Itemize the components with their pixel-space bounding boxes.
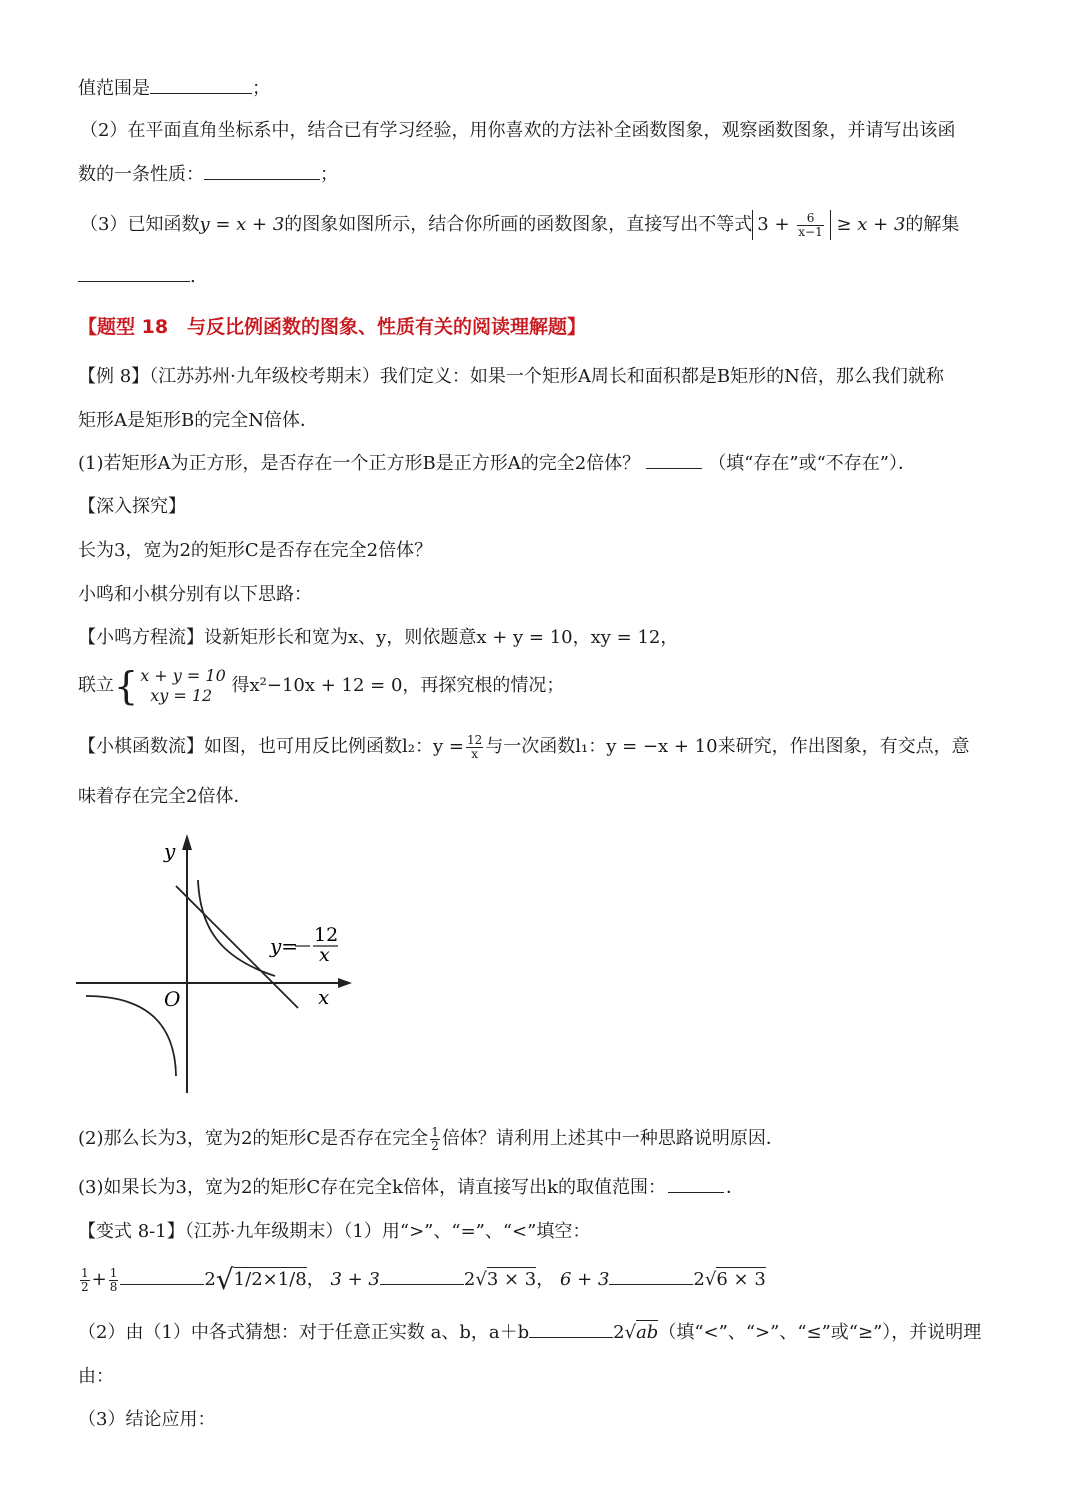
answer-blank[interactable] (78, 267, 190, 282)
curve-label-denominator: x (319, 944, 330, 966)
absolute-value-expression: 3 + $\frac{6}{x-1}$ (752, 210, 830, 240)
answer-blank[interactable] (609, 1270, 693, 1285)
answer-blank[interactable] (646, 454, 702, 469)
variant-question-2: （2）由（1）中各式猜想：对于任意正实数 a、b，a＋b 2√ab（填“<”、“>”、“≤”或“≥”），并说明理 (78, 1322, 982, 1343)
x-axis-arrow (338, 978, 352, 988)
text-line: 值范围是 ； (78, 78, 270, 99)
explore-question: 长为3，宽为2的矩形C是否存在完全2倍体？ (78, 540, 433, 561)
hyperbola-branch-3 (86, 996, 176, 1076)
y-axis-label: y (164, 839, 176, 863)
question-3: (3)如果长为3，宽为2的矩形C存在完全k倍体，请直接写出k的取值范围： ． (78, 1177, 744, 1198)
question-3-line: （3）已知函数y = x + 3的图象如图所示，结合你所画的函数图象，直接写出不等式 3 + $\frac{6}{x-1}$ ≥ x + 3的解集 (80, 210, 960, 239)
function-graph (70, 828, 360, 1098)
variant-title: 【变式 8-1】（江苏·九年级期末）（1）用“>”、“=”、“<”填空： (78, 1221, 591, 1242)
example-line-1: 【例 8】（江苏苏州·九年级校考期末）我们定义：如果一个矩形A周长和面积都是B矩形的N倍，那么我们就称 (78, 366, 944, 387)
answer-blank[interactable] (150, 79, 252, 94)
question-3-line-2: . (78, 264, 196, 290)
comparison-line: $\frac{1}{2}$ + $\frac{1}{8}$ 2√1/2×1/8， 3 + 3 2√3 × 3， 6 + 3 2√6 × 3 (81, 1263, 766, 1296)
equation-system-line: 联立{ x + y = 10 xy = 12 得x²−10x + 12 = 0，再探究根的情况； (78, 664, 565, 708)
explore-title: 【深入探究】 (78, 496, 186, 517)
question-2-line-2: 数的一条性质： ； (78, 164, 338, 185)
y-axis-arrow (182, 834, 192, 850)
variant-question-2-line-2: 由： (78, 1366, 114, 1387)
question-2-line: （2）在平面直角坐标系中，结合已有学习经验，用你喜欢的方法补全函数图象，观察函数图象，并请写出该函 (80, 120, 956, 141)
answer-blank[interactable] (204, 165, 320, 180)
variant-question-3: （3）结论应用： (78, 1409, 216, 1430)
sqrt-expression-1: 1/2×1/8 (233, 1269, 307, 1290)
answer-blank[interactable] (380, 1270, 464, 1285)
answer-blank[interactable] (668, 1178, 724, 1193)
curve-label-numerator: 12 (314, 924, 339, 946)
section-heading: 【题型 18 与反比例函数的图象、性质有关的阅读理解题】 (78, 316, 587, 338)
xiaoming-method: 【小鸣方程流】设新矩形长和宽为x、y，则依题意x + y = 10，xy = 12， (78, 627, 679, 648)
curve-label: y= (270, 934, 299, 958)
example-line-2: 矩形A是矩形B的完全N倍体． (78, 410, 318, 431)
question-2: (2)那么长为3，宽为2的矩形C是否存在完全 $\frac{1}{2}$ 倍体？请利用上述其中一种思路说明原因． (78, 1124, 784, 1153)
answer-blank[interactable] (529, 1323, 613, 1338)
answer-blank[interactable] (120, 1270, 204, 1285)
xiaoqi-method-line-2: 味着存在完全2倍体． (78, 786, 252, 807)
hyperbola-branch-1 (198, 880, 275, 976)
origin-label: O (164, 987, 181, 1011)
x-axis-label: x (318, 985, 330, 1009)
thoughts-line: 小鸣和小棋分别有以下思路： (78, 584, 312, 605)
example-question-1: (1)若矩形A为正方形，是否存在一个正方形B是正方形A的完全2倍体？ （填“存在”或“不存在”）． (78, 453, 916, 474)
xiaoqi-method: 【小棋函数流】如图，也可用反比例函数l₂：y = $\frac{12}{x}$ 与一次函数l₁：y = −x + 10来研究，作出图象，有交点，意 (78, 732, 970, 761)
